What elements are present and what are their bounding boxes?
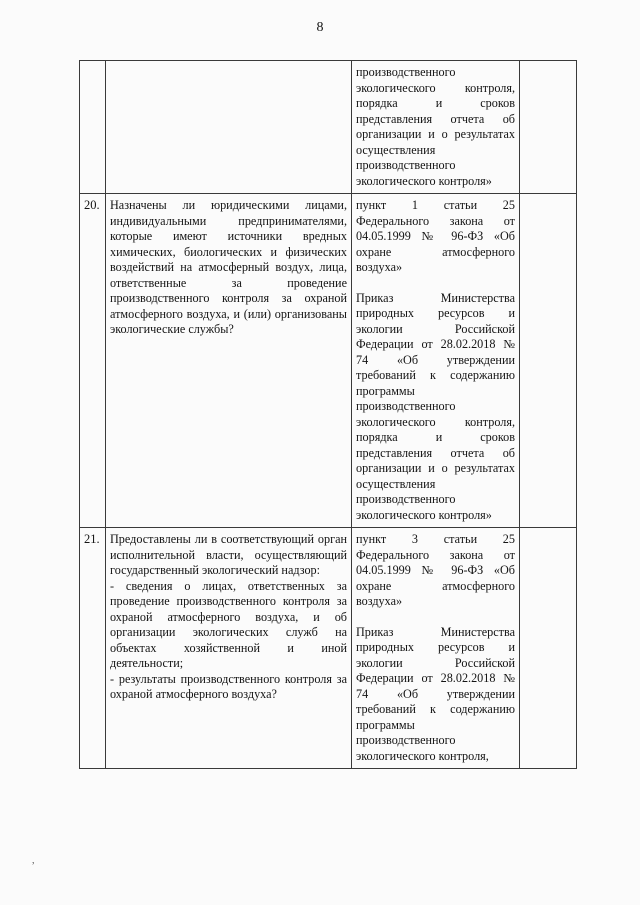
legal-basis-cell bbox=[352, 528, 520, 769]
answer-cell bbox=[520, 61, 577, 194]
question-cell bbox=[106, 194, 352, 528]
scan-mark: , bbox=[32, 855, 35, 866]
legal-basis-text: Приказ Министерства природных ресурсов и экологии Российской Федерации от 28.02.2018 № 74 «Об утверждении требований к содержанию программы производственного экологического контроля, порядка и сроков представления отчета об организации и о результатах осуществления производственного экологического контроля» bbox=[356, 290, 515, 522]
legal-basis-text: пункт 1 статьи 25 Федерального закона от 04.05.1999 № 96-ФЗ «Об охране атмосферного воздуха» bbox=[356, 198, 515, 274]
question-cell bbox=[106, 61, 352, 194]
row-number bbox=[80, 61, 106, 194]
row-number: 21. bbox=[80, 528, 106, 769]
answer-cell bbox=[520, 528, 577, 769]
page-number: 8 bbox=[316, 20, 324, 35]
question-item: - результаты производственного контроля за охраной атмосферного воздуха? bbox=[110, 671, 347, 701]
legal-basis-text: Приказ Министерства природных ресурсов и экологии Российской Федерации от 28.02.2018 № 74 «Об утверждении требований к содержанию программы производственного экологического контроля, bbox=[356, 624, 515, 763]
answer-cell bbox=[520, 194, 577, 528]
table-row bbox=[80, 61, 577, 194]
legal-basis-text: пункт 3 статьи 25 Федерального закона от 04.05.1999 № 96-ФЗ «Об охране атмосферного воздуха» bbox=[356, 532, 515, 608]
question-item: - сведения о лицах, ответственных за проведение производственного контроля за охраной атмосферного воздуха, и об организации экологических служб на объектах хозяйственной и иной деятельности; bbox=[110, 578, 347, 670]
legal-basis-cell bbox=[352, 61, 520, 194]
question-text: Предоставлены ли в соответствующий орган исполнительной власти, осуществляющий государственный экологический надзор: bbox=[110, 532, 347, 577]
question-cell bbox=[106, 528, 352, 769]
legal-basis-cell bbox=[352, 194, 520, 528]
table-row bbox=[80, 528, 577, 769]
question-text: Назначены ли юридическими лицами, индивидуальными предпринимателями, которые имеют источники вредных химических, биологических и физических воздействий на атмосферный воздух, лица, ответственные за проведение производственного контроля за охраной атмосферного воздуха, и (или) организованы экологические службы? bbox=[110, 198, 347, 336]
legal-basis-text: производственного экологического контроля, порядка и сроков представления отчета об организации и о результатах осуществления производственного экологического контроля» bbox=[356, 65, 515, 188]
row-number: 20. bbox=[80, 194, 106, 528]
checklist-table bbox=[79, 60, 577, 769]
table-row bbox=[80, 194, 577, 528]
